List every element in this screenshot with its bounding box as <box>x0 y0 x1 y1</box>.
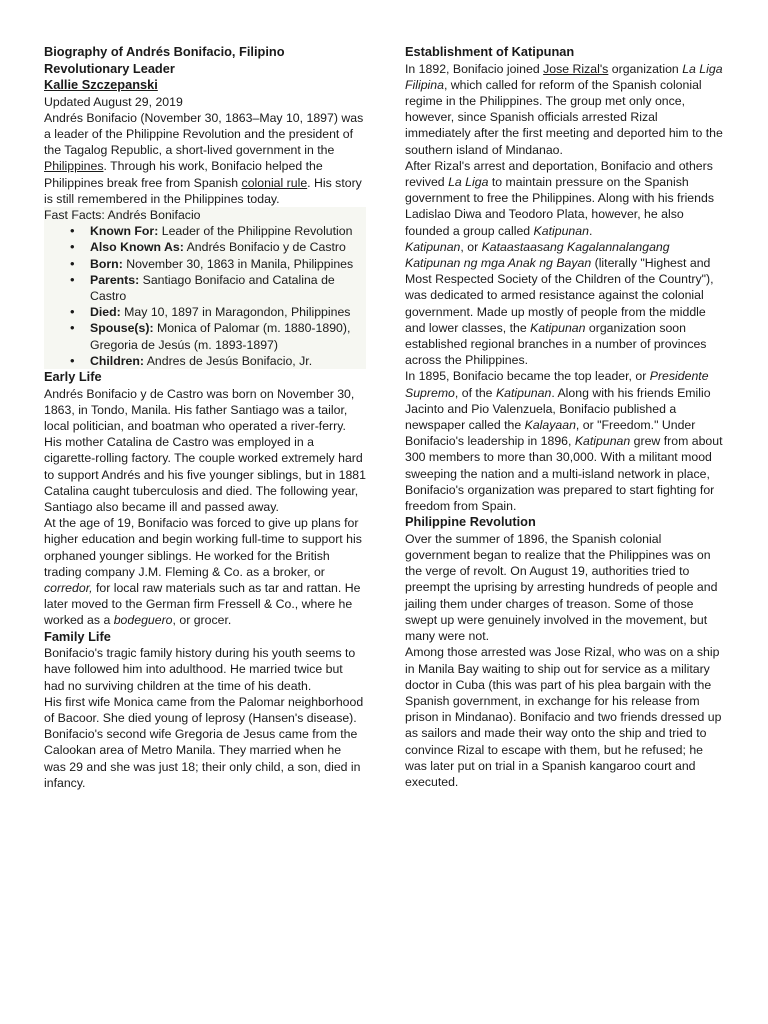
fast-facts-box <box>44 207 366 369</box>
revolution-paragraph-1: Over the summer of 1896, the Spanish colonial government began to realize that the Philippines was on the verge of revolt. On August 19, authorities tried to preempt the uprising by arresting hundreds of people and jailing them under charges of treason. Some of those swept up were genuinely involved in the movement, but many were not. <box>405 531 718 644</box>
text-run: . Along with his friends Emilio Jacinto and Pio Valenzuela, Bonifacio published a newspaper called the <box>405 385 711 433</box>
fact-label: Spouse(s): <box>90 321 154 336</box>
intro-paragraph <box>44 110 366 207</box>
katipunan-heading: Establishment of Katipunan <box>405 44 575 59</box>
author-link[interactable]: Kallie Szczepanski <box>44 77 158 92</box>
fast-facts-heading: Fast Facts: Andrés Bonifacio <box>44 207 201 222</box>
text-run: In 1892, Bonifacio joined <box>405 61 544 76</box>
italic-term: Katipunan <box>574 434 631 449</box>
italic-term: corredor, <box>44 580 93 595</box>
katipunan-paragraph-2 <box>405 158 725 239</box>
text-run: In 1895, Bonifacio became the top leader, or <box>405 369 650 384</box>
article-title: Biography of Andrés Bonifacio, Filipino Revolutionary Leader <box>44 44 285 76</box>
fact-value: Monica of Palomar (m. 1880-1890), Gregoria de Jesús (m. 1893-1897) <box>90 321 351 352</box>
text-run: organization soon established regional branches in a number of provinces across the Philippines. <box>405 320 707 368</box>
text-run: , or grocer. <box>172 613 232 628</box>
fact-label: Died: <box>90 305 121 320</box>
fact-label: Parents: <box>90 272 140 287</box>
italic-term: La Liga Filipina <box>405 61 723 92</box>
list-item <box>90 223 366 239</box>
italic-term: Katipunan <box>533 223 589 238</box>
list-item <box>90 320 366 352</box>
early-life-paragraph-2 <box>44 515 366 628</box>
fact-label: Also Known As: <box>90 240 184 255</box>
fact-value: Andres de Jesús Bonifacio, Jr. <box>143 353 313 368</box>
list-item <box>90 272 366 304</box>
italic-term: Katipunan <box>405 239 461 254</box>
list-item <box>90 256 366 272</box>
philippines-link[interactable]: Philippines <box>44 159 104 174</box>
early-life-heading: Early Life <box>44 368 102 384</box>
updated-date: Updated August 29, 2019 <box>44 94 183 109</box>
text-run: . <box>588 223 593 238</box>
revolution-paragraph-2: Among those arrested was Jose Rizal, who was on a ship in Manila Bay waiting to ship out for service as a military doctor in Cuba (this was part of his plea bargain with the Spanish government, in exchange for his release from prison in Mindanao). Bonifacio and two friends dressed up as sailors and made their way onto the ship and tried to convince Rizal to escape with them, but he refused; he was later put on trial in a Spanish kangaroo court and executed. <box>405 645 722 789</box>
left-column <box>44 44 366 791</box>
family-life-paragraph-1: Bonifacio's tragic family history during his youth seems to have followed him into adulthood. He married twice but had no surviving children at the time of his death. <box>44 646 356 693</box>
fact-label: Known For: <box>90 224 159 239</box>
text-run: . Through his work, Bonifacio helped the Philippines break free from Spanish <box>44 159 323 190</box>
italic-term: La Liga <box>448 175 489 190</box>
text-run: , which called for reform of the Spanish colonial regime in the Philippines. The group met only once, however, since Spanish officials arrested Rizal immediately after the first meeting and deported him to the southern island of Mindanao. <box>405 77 723 157</box>
katipunan-paragraph-3 <box>405 239 725 369</box>
text-run: At the age of 19, Bonifacio was forced to give up plans for higher education and begin working full-time to support his orphaned younger siblings. He worked for the British trading company J.M. Fleming & Co. as a broker, or <box>44 516 362 579</box>
fact-value: November 30, 1863 in Manila, Philippines <box>122 256 354 271</box>
text-run: After Rizal's arrest and deportation, Bonifacio and others revived <box>405 158 713 190</box>
list-item <box>90 239 366 255</box>
text-run: (literally "Highest and Most Respected Society of the Children of the Country"), was dedicated to armed resistance against the colonial government. Made up mostly of people from the middle and lower classes, the <box>405 256 714 335</box>
italic-term: bodeguero <box>113 613 173 628</box>
fact-value: Andrés Bonifacio y de Castro <box>183 240 346 255</box>
list-item <box>90 304 366 320</box>
text-run: , of the <box>454 385 496 400</box>
text-run: , or "Freedom." Under Bonifacio's leadership in 1896, <box>405 418 696 449</box>
italic-term: Kalayaan <box>524 418 576 433</box>
fact-value: Santiago Bonifacio and Catalina de Castro <box>90 272 335 303</box>
italic-term: Katipunan <box>530 320 586 335</box>
family-life-paragraph-2: His first wife Monica came from the Palomar neighborhood of Bacoor. She died young of leprosy (Hansen's disease). Bonifacio's second wife Gregoria de Jesus came from the Calookan area of Metro Manila. They married when he was 29 and she was just 18; their only child, a son, died in infancy. <box>44 694 364 790</box>
fact-label: Children: <box>90 353 144 368</box>
text-run: grew from about 300 members to more than 30,000. With a militant mood sweeping the nation and a multi-island network in place, Bonifacio's organization was prepared to start fighting for freedom from Spain. <box>405 434 723 514</box>
italic-term: Katipunan <box>495 385 552 400</box>
text-run: for local raw materials such as tar and rattan. He later moved to the German firm Fressell & Co., where he worked as a <box>44 580 361 628</box>
text-run: , or <box>460 239 482 254</box>
revolution-heading: Philippine Revolution <box>405 514 536 530</box>
katipunan-paragraph-4 <box>405 368 725 514</box>
text-run: . His story is still remembered in the Philippines today. <box>44 175 362 206</box>
jose-rizal-link[interactable]: Jose Rizal's <box>543 61 609 76</box>
fact-value: May 10, 1897 in Maragondon, Philippines <box>120 305 351 320</box>
early-life-paragraph-1: Andrés Bonifacio y de Castro was born on November 30, 1863, in Tondo, Manila. His father Santiago was a tailor, local politician, and boatman who operated a river-ferry. His mother Catalina de Castro was employed in a cigarette-rolling factory. The couple worked extremely hard to support Andrés and his five younger siblings, but in 1881 Catalina caught tuberculosis and died. The following year, Santiago also became ill and passed away. <box>44 386 366 514</box>
fact-value: Leader of the Philippine Revolution <box>158 224 353 239</box>
katipunan-paragraph-1 <box>405 61 725 158</box>
fast-facts-list <box>44 223 366 369</box>
text-run: to maintain pressure on the Spanish government to free the Philippines. Along with his friends Ladislao Diwa and Teodoro Plata, however, he also founded a group called <box>405 175 714 238</box>
text-run: organization <box>608 61 683 76</box>
right-column <box>405 44 725 790</box>
family-life-heading: Family Life <box>44 628 111 644</box>
italic-term: Kataastaasang Kagalannalangang Katipunan ng mga Anak ng Bayan <box>405 239 670 271</box>
italic-term: Presidente Supremo <box>405 369 709 400</box>
colonial-rule-link[interactable]: colonial rule <box>241 175 308 190</box>
list-item <box>90 353 366 369</box>
fact-label: Born: <box>90 256 123 271</box>
text-run: Andrés Bonifacio (November 30, 1863–May 10, 1897) was a leader of the Philippine Revolution and the president of the Tagalog Republic, a short-lived government in the <box>44 110 364 158</box>
